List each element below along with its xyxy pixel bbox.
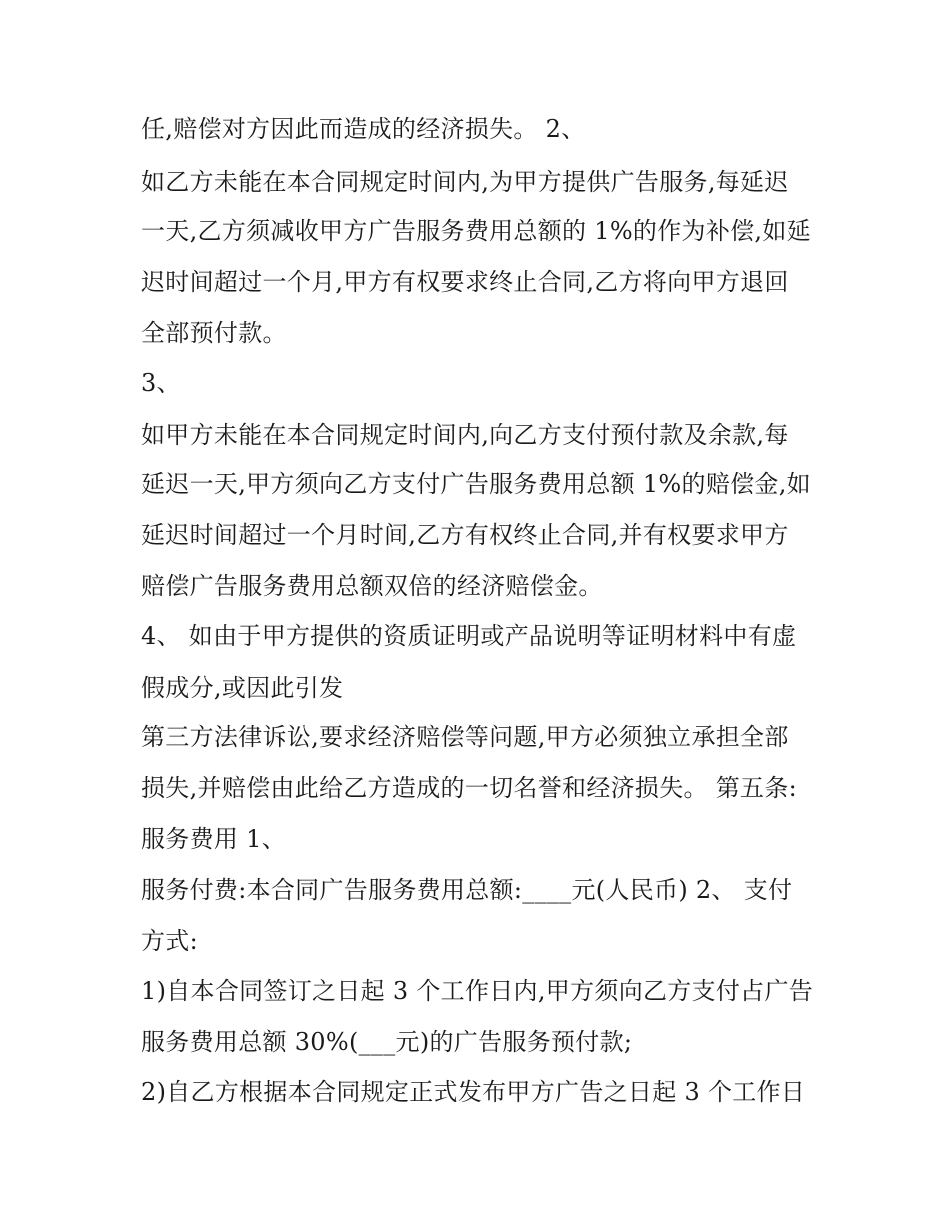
text-line: 全部预付款。 xyxy=(141,319,287,347)
text-line: 服务付费:本合同广告服务费用总额:____元(人民币) 2、 支付 xyxy=(141,876,793,904)
text-line: 服务费用总额 30%(___元)的广告服务预付款; xyxy=(141,1028,633,1056)
text-line: 延迟一天,甲方须向乙方支付广告服务费用总额 1%的赔偿金,如 xyxy=(141,470,811,498)
text-line: 服务费用 1、 xyxy=(141,825,286,853)
text-line: 一天,乙方须减收甲方广告服务费用总额的 1%的作为补偿,如延 xyxy=(141,217,811,245)
text-line: 第三方法律诉讼,要求经济赔偿等问题,甲方必须独立承担全部 xyxy=(141,723,789,751)
text-line: 假成分,或因此引发 xyxy=(141,674,344,702)
text-line: 延迟时间超过一个月时间,乙方有权终止合同,并有权要求甲方 xyxy=(141,521,789,549)
text-line: 方式: xyxy=(141,927,198,955)
text-line: 任,赔偿对方因此而造成的经济损失。 2、 xyxy=(141,115,586,143)
text-line: 2)自乙方根据本合同规定正式发布甲方广告之日起 3 个工作日 xyxy=(141,1078,806,1106)
text-line: 1)自本合同签订之日起 3 个工作日内,甲方须向乙方支付占广告 xyxy=(141,977,814,1005)
text-line: 如乙方未能在本合同规定时间内,为甲方提供广告服务,每延迟 xyxy=(141,168,789,196)
text-line: 损失,并赔偿由此给乙方造成的一切名誉和经济损失。 第五条: xyxy=(141,774,798,802)
text-line: 赔偿广告服务费用总额双倍的经济赔偿金。 xyxy=(141,572,603,600)
text-line: 如甲方未能在本合同规定时间内,向乙方支付预付款及余款,每 xyxy=(141,421,789,449)
text-line: 4、 如由于甲方提供的资质证明或产品说明等证明材料中有虚 xyxy=(141,622,797,650)
text-line: 迟时间超过一个月,甲方有权要求终止合同,乙方将向甲方退回 xyxy=(141,268,789,296)
text-line: 3、 xyxy=(141,369,181,397)
